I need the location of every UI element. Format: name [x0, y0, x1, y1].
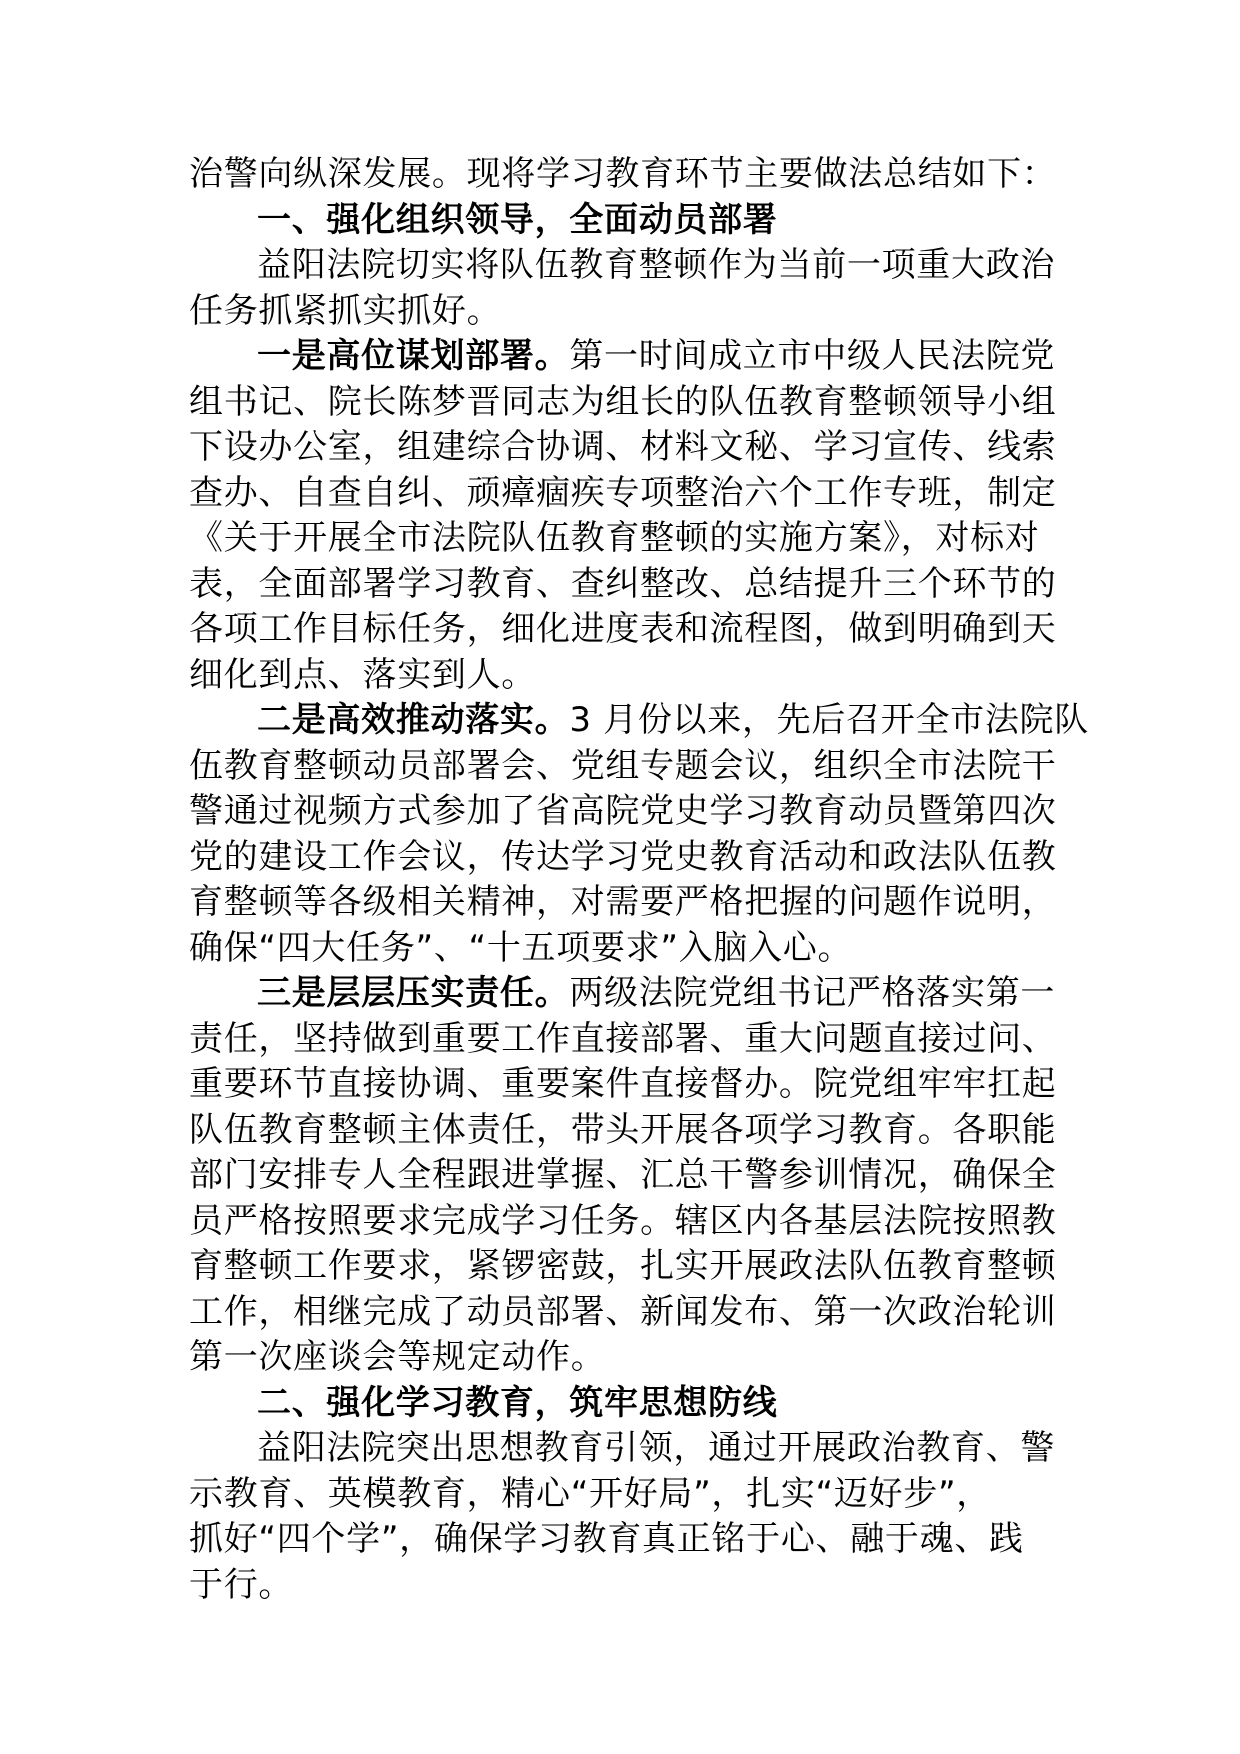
body-line: 育整顿等各级相关精神，对需要严格把握的问题作说明，: [189, 882, 1057, 922]
body-line: 工作，相继完成了动员部署、新闻发布、第一次政治轮训: [189, 1291, 1057, 1332]
paragraph-text: 第一时间成立市中级人民法院党: [569, 336, 1056, 376]
paragraph-line: [189, 971, 1059, 1017]
body-line: 党的建设工作会议，传达学习党史教育活动和政法队伍教: [189, 836, 1057, 877]
body-line: 各项工作目标任务，细化进度表和流程图，做到明确到天: [189, 609, 1057, 649]
body-line: 示教育、英模教育，精心“开好局”，扎实“迈好步”，: [189, 1473, 991, 1514]
body-line: 责任，坚持做到重要工作直接部署、重大问题直接过问、: [189, 1018, 1057, 1059]
body-line: 治警向纵深发展。现将学习教育环节主要做法总结如下：: [189, 154, 1057, 194]
body-line: 员严格按照要求完成学习任务。辖区内各基层法院按照教: [189, 1200, 1057, 1241]
paragraph-text: 两级法院党组书记严格落实第一: [569, 973, 1056, 1013]
paragraph-text: 3 月份以来，先后召开全市法院队: [569, 700, 1089, 740]
body-line: 组书记、院长陈梦晋同志为组长的队伍教育整顿领导小组: [189, 381, 1057, 422]
body-line: 抓好“四个学”，确保学习教育真正铭于心、融于魂、践: [189, 1519, 1024, 1559]
body-line: 下设办公室，组建综合协调、材料文秘、学习宣传、线索: [189, 427, 1057, 467]
paragraph-lead: 一是高位谋划部署。: [257, 336, 570, 376]
body-line: 伍教育整顿动员部署会、党组专题会议，组织全市法院干: [189, 745, 1057, 786]
body-line: 队伍教育整顿主体责任，带头开展各项学习教育。各职能: [189, 1109, 1057, 1150]
body-line: 于行。: [189, 1564, 294, 1605]
paragraph-lead: 三是层层压实责任。: [257, 973, 570, 1013]
section-heading: 一、强化组织领导，全面动员部署: [257, 199, 778, 240]
document-page: [189, 152, 1089, 1608]
body-line: 部门安排专人全程跟进掌握、汇总干警参训情况，确保全: [189, 1155, 1057, 1195]
body-line: 第一次座谈会等规定动作。: [189, 1337, 606, 1377]
body-line: 确保“四大任务”、“十五项要求”入脑入心。: [189, 927, 853, 968]
paragraph-lead: 二是高效推动落实。: [257, 700, 570, 740]
body-line: 《关于开展全市法院队伍教育整顿的实施方案》，对标对: [189, 518, 1040, 558]
body-line: 查办、自查自纠、顽瘴痼疾专项整治六个工作专班，制定: [189, 472, 1057, 513]
paragraph-line: [189, 698, 1089, 744]
body-line: 警通过视频方式参加了省高院党史学习教育动员暨第四次: [189, 791, 1057, 831]
body-line: 益阳法院切实将队伍教育整顿作为当前一项重大政治: [257, 245, 1056, 285]
body-line: 细化到点、落实到人。: [189, 654, 536, 695]
body-line: 表，全面部署学习教育、查纠整改、总结提升三个环节的: [189, 563, 1057, 604]
body-line: 重要环节直接协调、重要案件直接督办。院党组牢牢扛起: [189, 1064, 1057, 1104]
body-line: 任务抓紧抓实抓好。: [189, 290, 502, 331]
paragraph-line: [189, 334, 1059, 380]
body-line: 益阳法院突出思想教育引领，通过开展政治教育、警: [257, 1428, 1056, 1468]
body-line: 育整顿工作要求，紧锣密鼓，扎实开展政法队伍教育整顿: [189, 1246, 1057, 1286]
section-heading: 二、强化学习教育，筑牢思想防线: [257, 1382, 778, 1423]
